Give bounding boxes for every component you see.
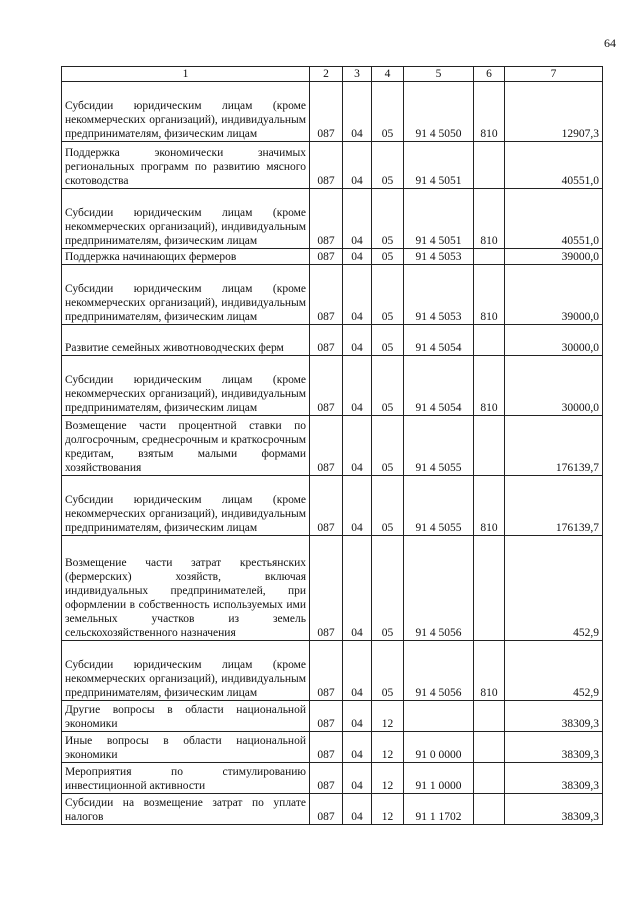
row-subsection: 05	[372, 476, 404, 536]
row-article: 91 4 5055	[404, 416, 474, 476]
table-row	[62, 325, 603, 356]
row-section: 04	[343, 82, 372, 142]
row-code: 087	[310, 249, 343, 265]
row-type	[474, 416, 505, 476]
row-name: Субсидии на возмещение затрат по уплате налогов	[62, 794, 310, 825]
row-subsection: 12	[372, 763, 404, 794]
row-amount: 39000,0	[505, 265, 603, 325]
row-section: 04	[343, 641, 372, 701]
row-amount: 38309,3	[505, 701, 603, 732]
row-section: 04	[343, 265, 372, 325]
row-section: 04	[343, 142, 372, 189]
row-code: 087	[310, 732, 343, 763]
table-row	[62, 356, 603, 416]
row-name: Возмещение части процентной ставки по долгосрочным, среднесрочным и краткосрочным кредитам, взятым малыми формами хозяйствования	[62, 416, 310, 476]
row-article: 91 4 5056	[404, 536, 474, 641]
row-code: 087	[310, 356, 343, 416]
table-row	[62, 763, 603, 794]
row-subsection: 05	[372, 249, 404, 265]
row-section: 04	[343, 416, 372, 476]
budget-table	[61, 66, 603, 825]
row-name: Развитие семейных животноводческих ферм	[62, 325, 310, 356]
row-amount: 38309,3	[505, 794, 603, 825]
header-col-2: 2	[310, 67, 343, 82]
row-code: 087	[310, 265, 343, 325]
row-type: 810	[474, 476, 505, 536]
row-name: Другие вопросы в области национальной экономики	[62, 701, 310, 732]
page-number: 64	[604, 36, 616, 50]
row-name: Субсидии юридическим лицам (кроме некоммерческих организаций), индивидуальным предпринимателям, физическим лицам	[62, 356, 310, 416]
row-section: 04	[343, 794, 372, 825]
row-subsection: 12	[372, 701, 404, 732]
row-type: 810	[474, 356, 505, 416]
header-col-7: 7	[505, 67, 603, 82]
header-col-5: 5	[404, 67, 474, 82]
row-article: 91 4 5054	[404, 325, 474, 356]
row-article: 91 4 5051	[404, 142, 474, 189]
row-amount: 30000,0	[505, 325, 603, 356]
header-col-4: 4	[372, 67, 404, 82]
table-row	[62, 249, 603, 265]
row-amount: 452,9	[505, 536, 603, 641]
row-name: Иные вопросы в области национальной экономики	[62, 732, 310, 763]
table-row	[62, 732, 603, 763]
row-type: 810	[474, 82, 505, 142]
header-col-3: 3	[343, 67, 372, 82]
row-name: Субсидии юридическим лицам (кроме некоммерческих организаций), индивидуальным предпринимателям, физическим лицам	[62, 476, 310, 536]
row-type	[474, 701, 505, 732]
row-amount: 176139,7	[505, 416, 603, 476]
table-row	[62, 476, 603, 536]
row-amount: 30000,0	[505, 356, 603, 416]
row-type	[474, 536, 505, 641]
row-subsection: 12	[372, 794, 404, 825]
row-article: 91 4 5055	[404, 476, 474, 536]
row-subsection: 05	[372, 416, 404, 476]
row-type: 810	[474, 189, 505, 249]
row-subsection: 05	[372, 189, 404, 249]
row-code: 087	[310, 325, 343, 356]
row-amount: 38309,3	[505, 763, 603, 794]
table-row	[62, 416, 603, 476]
row-subsection: 12	[372, 732, 404, 763]
row-section: 04	[343, 732, 372, 763]
row-subsection: 05	[372, 142, 404, 189]
table-header-row	[62, 67, 603, 82]
row-type: 810	[474, 265, 505, 325]
row-section: 04	[343, 701, 372, 732]
row-section: 04	[343, 763, 372, 794]
row-article	[404, 701, 474, 732]
row-code: 087	[310, 763, 343, 794]
row-code: 087	[310, 476, 343, 536]
row-type	[474, 142, 505, 189]
row-article: 91 4 5054	[404, 356, 474, 416]
row-amount: 40551,0	[505, 142, 603, 189]
row-subsection: 05	[372, 265, 404, 325]
row-article: 91 1 1702	[404, 794, 474, 825]
row-name: Субсидии юридическим лицам (кроме некоммерческих организаций), индивидуальным предпринимателям, физическим лицам	[62, 265, 310, 325]
table-row	[62, 265, 603, 325]
row-name: Поддержка экономически значимых региональных программ по развитию мясного скотоводства	[62, 142, 310, 189]
row-article: 91 4 5053	[404, 265, 474, 325]
row-section: 04	[343, 249, 372, 265]
row-name: Субсидии юридическим лицам (кроме некоммерческих организаций), индивидуальным предпринимателям, физическим лицам	[62, 641, 310, 701]
row-type: 810	[474, 641, 505, 701]
row-name: Мероприятия по стимулированию инвестиционной активности	[62, 763, 310, 794]
row-type	[474, 249, 505, 265]
row-name: Субсидии юридическим лицам (кроме некоммерческих организаций), индивидуальным предпринимателям, физическим лицам	[62, 189, 310, 249]
row-amount: 176139,7	[505, 476, 603, 536]
row-subsection: 05	[372, 325, 404, 356]
row-code: 087	[310, 536, 343, 641]
row-amount: 12907,3	[505, 82, 603, 142]
row-code: 087	[310, 82, 343, 142]
row-section: 04	[343, 356, 372, 416]
row-article: 91 0 0000	[404, 732, 474, 763]
row-article: 91 4 5050	[404, 82, 474, 142]
row-name: Поддержка начинающих фермеров	[62, 249, 310, 265]
row-code: 087	[310, 641, 343, 701]
table-row	[62, 794, 603, 825]
row-subsection: 05	[372, 536, 404, 641]
row-amount: 38309,3	[505, 732, 603, 763]
row-name: Субсидии юридическим лицам (кроме некоммерческих организаций), индивидуальным предпринимателям, физическим лицам	[62, 82, 310, 142]
table-body	[62, 82, 603, 825]
row-section: 04	[343, 325, 372, 356]
row-code: 087	[310, 142, 343, 189]
row-subsection: 05	[372, 641, 404, 701]
row-article: 91 4 5051	[404, 189, 474, 249]
header-col-6: 6	[474, 67, 505, 82]
row-code: 087	[310, 416, 343, 476]
table-row	[62, 142, 603, 189]
row-amount: 452,9	[505, 641, 603, 701]
row-code: 087	[310, 189, 343, 249]
row-amount: 39000,0	[505, 249, 603, 265]
row-subsection: 05	[372, 356, 404, 416]
row-type	[474, 763, 505, 794]
table-row	[62, 701, 603, 732]
row-type	[474, 325, 505, 356]
row-code: 087	[310, 794, 343, 825]
row-article: 91 1 0000	[404, 763, 474, 794]
table-row	[62, 189, 603, 249]
table-row	[62, 641, 603, 701]
row-article: 91 4 5056	[404, 641, 474, 701]
row-name: Возмещение части затрат крестьянских (фермерских) хозяйств, включая индивидуальных предпринимателей, при оформлении в собственность используемых ими земельных участков из земель сельскохозяйственного назначения	[62, 536, 310, 641]
row-type	[474, 732, 505, 763]
row-code: 087	[310, 701, 343, 732]
row-section: 04	[343, 476, 372, 536]
row-section: 04	[343, 536, 372, 641]
row-amount: 40551,0	[505, 189, 603, 249]
row-article: 91 4 5053	[404, 249, 474, 265]
row-section: 04	[343, 189, 372, 249]
row-subsection: 05	[372, 82, 404, 142]
table-row	[62, 536, 603, 641]
row-type	[474, 794, 505, 825]
header-col-1: 1	[62, 67, 310, 82]
table-row	[62, 82, 603, 142]
